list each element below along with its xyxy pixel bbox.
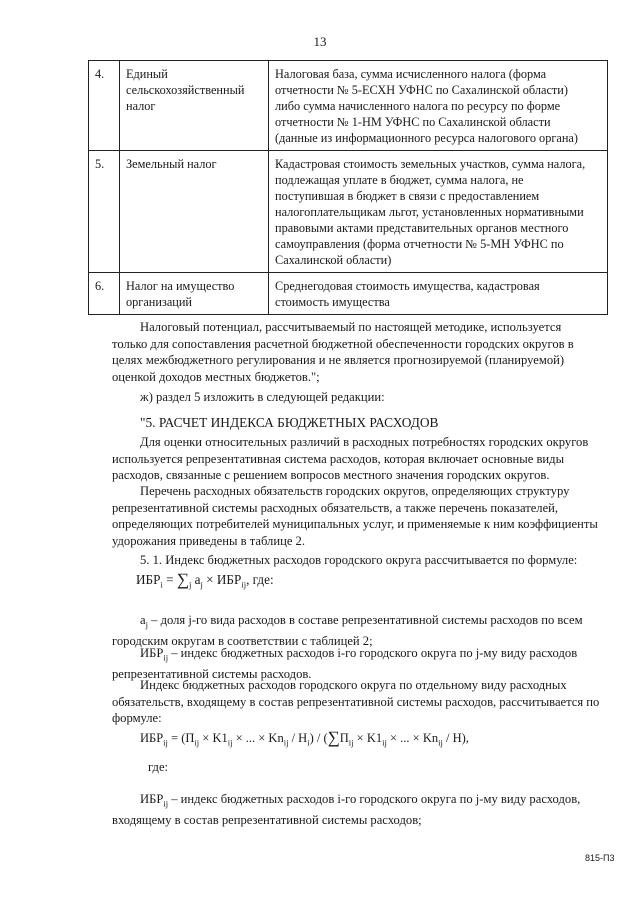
subscript: ij (283, 737, 289, 748)
table-row (89, 61, 608, 151)
sum-symbol: ∑ (327, 728, 340, 747)
subscript: j (188, 579, 192, 590)
tax-name-line: организаций (126, 295, 193, 309)
subscript: ij (194, 737, 200, 748)
paragraph-individual-index (112, 677, 612, 727)
footer-code: 815-П3 (585, 853, 615, 863)
paragraph-obligations-list (112, 483, 612, 549)
tax-name-line: сельскохозяйственный (126, 83, 245, 97)
row-number: 5. (89, 151, 120, 273)
text-line: Для оценки относительных различий в расходных потребностях городских округов (140, 435, 589, 449)
subscript: j (145, 619, 148, 630)
formula-part: × ... × Kn (232, 731, 284, 745)
text-line: целях межбюджетного регулирования и не является прогнозируемой (планируемой) (112, 353, 565, 367)
text-line: обязательств, входящему в состав репрезентативной системы расходов, рассчитывается по (112, 694, 600, 709)
text-line: Налоговый потенциал, рассчитываемый по настоящей методике, используется (140, 320, 562, 334)
desc-line: отчетности № 5-ЕСХН УФНС по Сахалинской области) (275, 83, 568, 97)
formula-part: × ... × Kn (386, 731, 439, 745)
definition-text: – доля j-го вида расходов в составе репрезентативной системы расходов по всем (147, 613, 583, 627)
symbol-ibr: ИБР (140, 646, 164, 660)
paragraph-tax-potential (112, 319, 612, 385)
desc-line: отчетности № 1-НМ УФНС по Сахалинской области (275, 115, 551, 129)
formula-part: / H), (442, 731, 469, 745)
text-line (112, 612, 612, 633)
formula-part: ) / ( (309, 731, 328, 745)
formula-lhs: ИБР (140, 731, 164, 745)
text-line: городским округам в соответствии с таблицей 2; (112, 634, 373, 649)
formula-lhs: ИБР (136, 572, 161, 587)
tax-name (120, 273, 269, 315)
table-row (89, 151, 608, 273)
subscript: ij (241, 579, 247, 590)
formula-term-a: a (194, 572, 201, 587)
page-number: 13 (313, 34, 327, 49)
where-label: где: (148, 760, 169, 774)
text-line (112, 791, 612, 812)
desc-line: самоуправления (форма отчетности № 5-МН УФНС по (275, 237, 564, 251)
definition-ibr-final (112, 791, 612, 829)
text-line: Индекс бюджетных расходов городского округа по отдельному виду расходных (140, 678, 567, 692)
subscript: j (200, 579, 203, 590)
formula-part: × K1 (353, 731, 383, 745)
text-line: формуле: (112, 711, 162, 725)
tax-name-line: Единый (126, 67, 168, 81)
row-number: 4. (89, 61, 120, 151)
text-line: репрезентативной системы расходов. (112, 667, 312, 682)
formula-tail: , где: (246, 572, 274, 587)
symbol-a: a (140, 613, 146, 627)
desc-line: либо сумма начисленного налога по ресурсу по форме (275, 99, 561, 113)
tax-base-description (269, 61, 608, 151)
sum-symbol: ∑ (176, 570, 189, 589)
symbol-ibr: ИБР (140, 792, 164, 806)
subscript: ij (163, 798, 169, 809)
formula-part: × K1 (199, 731, 228, 745)
subscript: ij (227, 737, 233, 748)
section-heading: "5. РАСЧЕТ ИНДЕКСА БЮДЖЕТНЫХ РАСХОДОВ (140, 415, 439, 430)
desc-line: Среднегодовая стоимость имущества, кадастровая (275, 279, 540, 293)
desc-line: Кадастровая стоимость земельных участков, сумма налога, (275, 157, 586, 171)
text-line: удорожания приведены в таблице 2. (112, 533, 306, 548)
text-line: входящему в состав репрезентативной системы расходов; (112, 813, 422, 828)
tax-name-line: Земельный налог (126, 157, 217, 171)
tax-name-line: налог (126, 99, 156, 113)
subscript: ij (438, 737, 443, 748)
formula-part: П (339, 731, 349, 745)
tax-name (120, 151, 269, 273)
paragraph-representative-system (112, 434, 612, 484)
desc-line: Налоговая база, сумма исчисленного налога (форма (275, 67, 547, 81)
text-line: используется репрезентативная система расходов, которая включает основные виды (112, 451, 565, 466)
subscript: i (160, 579, 163, 590)
formula-individual-index (140, 728, 469, 748)
formula-part: / H (288, 731, 308, 745)
desc-line: стоимость имущества (275, 295, 390, 309)
subscript: i (307, 737, 310, 748)
tax-base-table (88, 60, 608, 315)
subscript: ij (348, 737, 354, 748)
text-line: определяющих потребителей муниципальных услуг, и применяемые к ним коэффициенты (112, 517, 598, 531)
tax-base-description (269, 273, 608, 315)
paragraph-amendment: ж) раздел 5 изложить в следующей редакции: (140, 390, 385, 404)
table-row (89, 273, 608, 315)
subscript: ij (163, 652, 169, 663)
definition-text: – индекс бюджетных расходов i-го городского округа по j-му виду расходов, (168, 792, 581, 806)
definition-aj (112, 612, 612, 650)
desc-line: (данные из информационного ресурса налогового органа) (275, 131, 578, 145)
text-line: репрезентативной системы расходных обязательств, а также перечень показателей, (112, 500, 559, 515)
desc-line: подлежащая уплате в бюджет, сумма налога, не (275, 173, 524, 187)
text-line: оценкой доходов местных бюджетов."; (112, 369, 320, 384)
text-line: Перечень расходных обязательств городских округов, определяющих структуру (140, 484, 570, 498)
paragraph-5-1: 5. 1. Индекс бюджетных расходов городского округа рассчитывается по формуле: (140, 553, 578, 567)
text-line: расходов, связанные с решением вопросов местного значения городских округов. (112, 468, 550, 482)
text-line (112, 645, 612, 666)
desc-line: правовыми актами представительных органов местного (275, 221, 569, 235)
row-number: 6. (89, 273, 120, 315)
subscript: ij (163, 737, 168, 748)
desc-line: Сахалинской области) (275, 253, 392, 267)
formula-term-ibr: × ИБР (206, 572, 242, 587)
definition-text: – индекс бюджетных расходов i-го городского округа по j-му виду расходов (168, 646, 578, 660)
tax-name (120, 61, 269, 151)
text-line: только для сопоставления расчетной бюджетной обеспеченности городских округов в (112, 336, 574, 351)
tax-name-line: Налог на имущество (126, 279, 235, 293)
desc-line: поступившая в бюджет в связи с предоставлением (275, 189, 540, 203)
formula-part: = (П (167, 731, 195, 745)
subscript: ij (382, 737, 387, 748)
formula-expenditure-index: $ИБР_i = \sum_j$ $a_j \times ИБР_{ij}$, где: (136, 570, 274, 590)
tax-base-description (269, 151, 608, 273)
desc-line: налогоплательщикам льгот, установленных нормативными (275, 205, 584, 219)
